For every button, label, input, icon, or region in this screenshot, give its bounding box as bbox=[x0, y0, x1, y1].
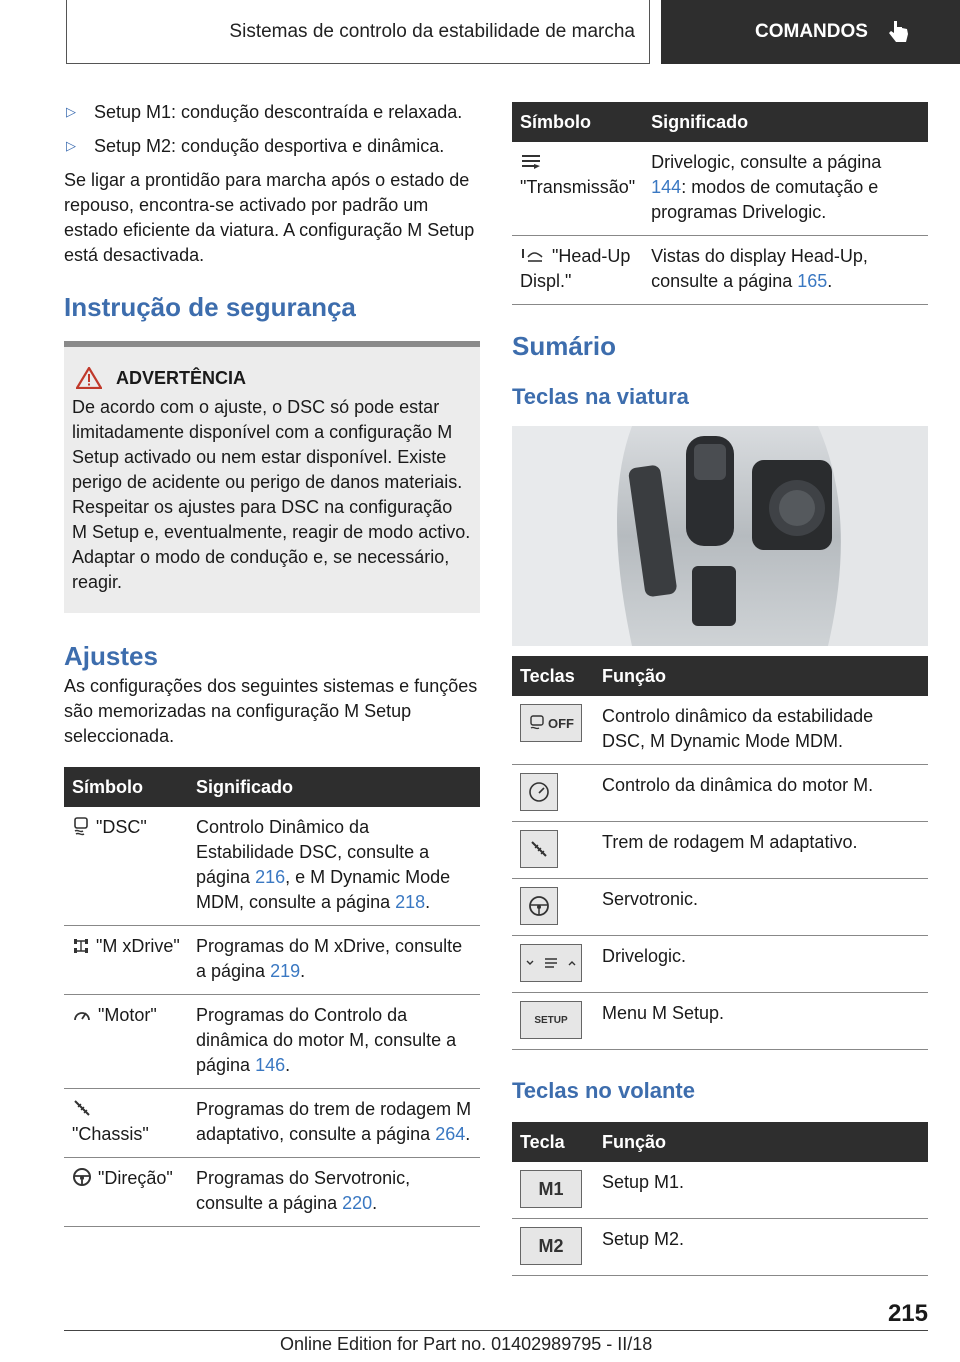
left-column bbox=[64, 100, 480, 1227]
running-header: Sistemas de controlo da estabilidade de marcha bbox=[66, 0, 650, 64]
paragraph: As configurações dos seguintes sistemas e funções são memorizadas na configuração M Setup seleccionada. bbox=[64, 676, 478, 746]
drivelogic-icon bbox=[523, 953, 579, 973]
page-link[interactable]: 264 bbox=[435, 1124, 466, 1144]
warning-title: ADVERTÊNCIA bbox=[72, 367, 472, 389]
gauge-icon bbox=[72, 1006, 92, 1024]
table-row: "Motor" Programas do Controlo da dinâmica do motor M, consulte a página 146. bbox=[64, 995, 480, 1089]
list-item: ▷ Setup M2: condução desportiva e dinâmica. bbox=[66, 136, 445, 156]
table-row: M1 Setup M1. bbox=[512, 1162, 928, 1219]
symbols-table: Símbolo Significado "Transmissão" Drivelogic, consulte a página 144: modos de comutação e programas Drivelogic. "Head-Up Displ." Vistas do display Head-Up, consulte a página 165. bbox=[512, 102, 928, 305]
heading-safety: Instrução de segurança bbox=[64, 292, 356, 322]
steering-wheel-icon bbox=[72, 1167, 92, 1187]
console-illustration bbox=[512, 426, 928, 646]
heading-summary: Sumário bbox=[512, 331, 617, 361]
m1-button: M1 bbox=[520, 1170, 582, 1208]
table-row: "M xDrive" Programas do M xDrive, consulte a página 219. bbox=[64, 926, 480, 995]
dsc-icon bbox=[528, 714, 546, 732]
page-link[interactable]: 144 bbox=[651, 177, 682, 197]
table-row: "Direção" Programas do Servotronic, consulte a página 220. bbox=[64, 1158, 480, 1227]
table-row: "DSC" Controlo Dinâmico da Estabilidade DSC, consulte a página 216, e M Dynamic Mode MDM, consulte a página 218. bbox=[64, 807, 480, 926]
center-console-photo bbox=[512, 426, 928, 646]
shock-absorber-icon bbox=[72, 1098, 92, 1118]
table-row: Trem de rodagem M adaptativo. bbox=[512, 822, 928, 879]
steering-wheel-icon bbox=[527, 894, 551, 918]
head-up-display-icon bbox=[520, 247, 546, 265]
table-row: "Head-Up Displ." Vistas do display Head-Up, consulte a página 165. bbox=[512, 236, 928, 305]
table-row: Servotronic. bbox=[512, 879, 928, 936]
table-row: M2 Setup M2. bbox=[512, 1219, 928, 1276]
pointing-hand-icon bbox=[888, 19, 910, 45]
transmission-icon bbox=[520, 153, 542, 171]
table-row: Drivelogic. bbox=[512, 936, 928, 993]
drivelogic-button bbox=[520, 944, 582, 982]
table-row: "Transmissão" Drivelogic, consulte a página 144: modos de comutação e programas Drivelogic. bbox=[512, 142, 928, 236]
page-link[interactable]: 218 bbox=[395, 892, 426, 912]
warning-triangle-icon bbox=[76, 367, 102, 389]
list-item: ▷ Setup M1: condução descontraída e relaxada. bbox=[66, 102, 463, 122]
vehicle-keys-table: Teclas Função OFF Controlo dinâmico da estabilidade DSC, M Dynamic Mode MDM. Controlo da dinâmica do motor M. Trem de rodagem M adaptativo. Servotronic. Drivelogic. SETUP Menu M Setup. bbox=[512, 656, 928, 1050]
page-number: 215 bbox=[887, 1300, 928, 1327]
heading-settings: Ajustes bbox=[64, 641, 158, 671]
xdrive-icon bbox=[72, 937, 90, 955]
page-link[interactable]: 220 bbox=[342, 1193, 373, 1213]
shock-absorber-icon bbox=[527, 837, 551, 861]
section-tab: COMANDOS bbox=[661, 0, 960, 64]
page-link[interactable]: 165 bbox=[797, 271, 828, 291]
engine-dynamics-button bbox=[520, 773, 558, 811]
footer-divider bbox=[64, 1330, 928, 1331]
m2-button: M2 bbox=[520, 1227, 582, 1265]
settings-table: Símbolo Significado "DSC" Controlo Dinâmico da Estabilidade DSC, consulte a página 216, e M Dynamic Mode MDM, consulte a página 218. "M xDrive" Programas do M xDrive, consulte a página 219. "Motor" Programas do Controlo da dinâmica do motor M, consulte a página 146. "Chassis" Programas do trem de rodagem M adaptativo, consulte a página 264. "Direção" Programas do Servotronic, consulte a página 220. bbox=[64, 767, 480, 1227]
setup-button: SETUP bbox=[520, 1001, 582, 1039]
triangle-bullet-icon: ▷ bbox=[66, 104, 76, 119]
triangle-bullet-icon: ▷ bbox=[66, 138, 76, 153]
steering-keys-table: Tecla Função M1 Setup M1. M2 Setup M2. bbox=[512, 1122, 928, 1276]
dsc-off-button: OFF bbox=[520, 704, 582, 742]
table-row: Controlo da dinâmica do motor M. bbox=[512, 765, 928, 822]
gauge-icon bbox=[527, 780, 551, 804]
page-link[interactable]: 216 bbox=[255, 867, 286, 887]
table-row: "Chassis" Programas do trem de rodagem M adaptativo, consulte a página 264. bbox=[64, 1089, 480, 1158]
servotronic-button bbox=[520, 887, 558, 925]
edition-note: Online Edition for Part no. 01402989795 - II/18 bbox=[280, 1334, 653, 1354]
table-row: SETUP Menu M Setup. bbox=[512, 993, 928, 1050]
page-link[interactable]: 146 bbox=[255, 1055, 286, 1075]
heading-steering-keys: Teclas no volante bbox=[512, 1078, 695, 1103]
table-row: OFF Controlo dinâmico da estabilidade DSC, M Dynamic Mode MDM. bbox=[512, 696, 928, 765]
page-link[interactable]: 219 bbox=[270, 961, 301, 981]
paragraph: Se ligar a prontidão para marcha após o estado de repouso, encontra-se activado por padrão um estado eficiente da viatura. A configuração M Setup está desactivada. bbox=[64, 170, 475, 265]
chassis-button bbox=[520, 830, 558, 868]
heading-keys-vehicle: Teclas na viatura bbox=[512, 384, 689, 409]
warning-box bbox=[64, 341, 480, 613]
warning-text: De acordo com o ajuste, o DSC só pode estar limitadamente disponível com a configuração M Setup activado ou nem estar disponível. Existe perigo de acidente ou perigo de danos materiais. Respeitar os ajustes para DSC na configuração M Setup e, eventualmente, reagir de modo activo. Adaptar o modo de condução e, se necessário, reagir. bbox=[72, 397, 471, 592]
right-column bbox=[512, 102, 928, 1276]
dsc-icon bbox=[72, 816, 90, 836]
